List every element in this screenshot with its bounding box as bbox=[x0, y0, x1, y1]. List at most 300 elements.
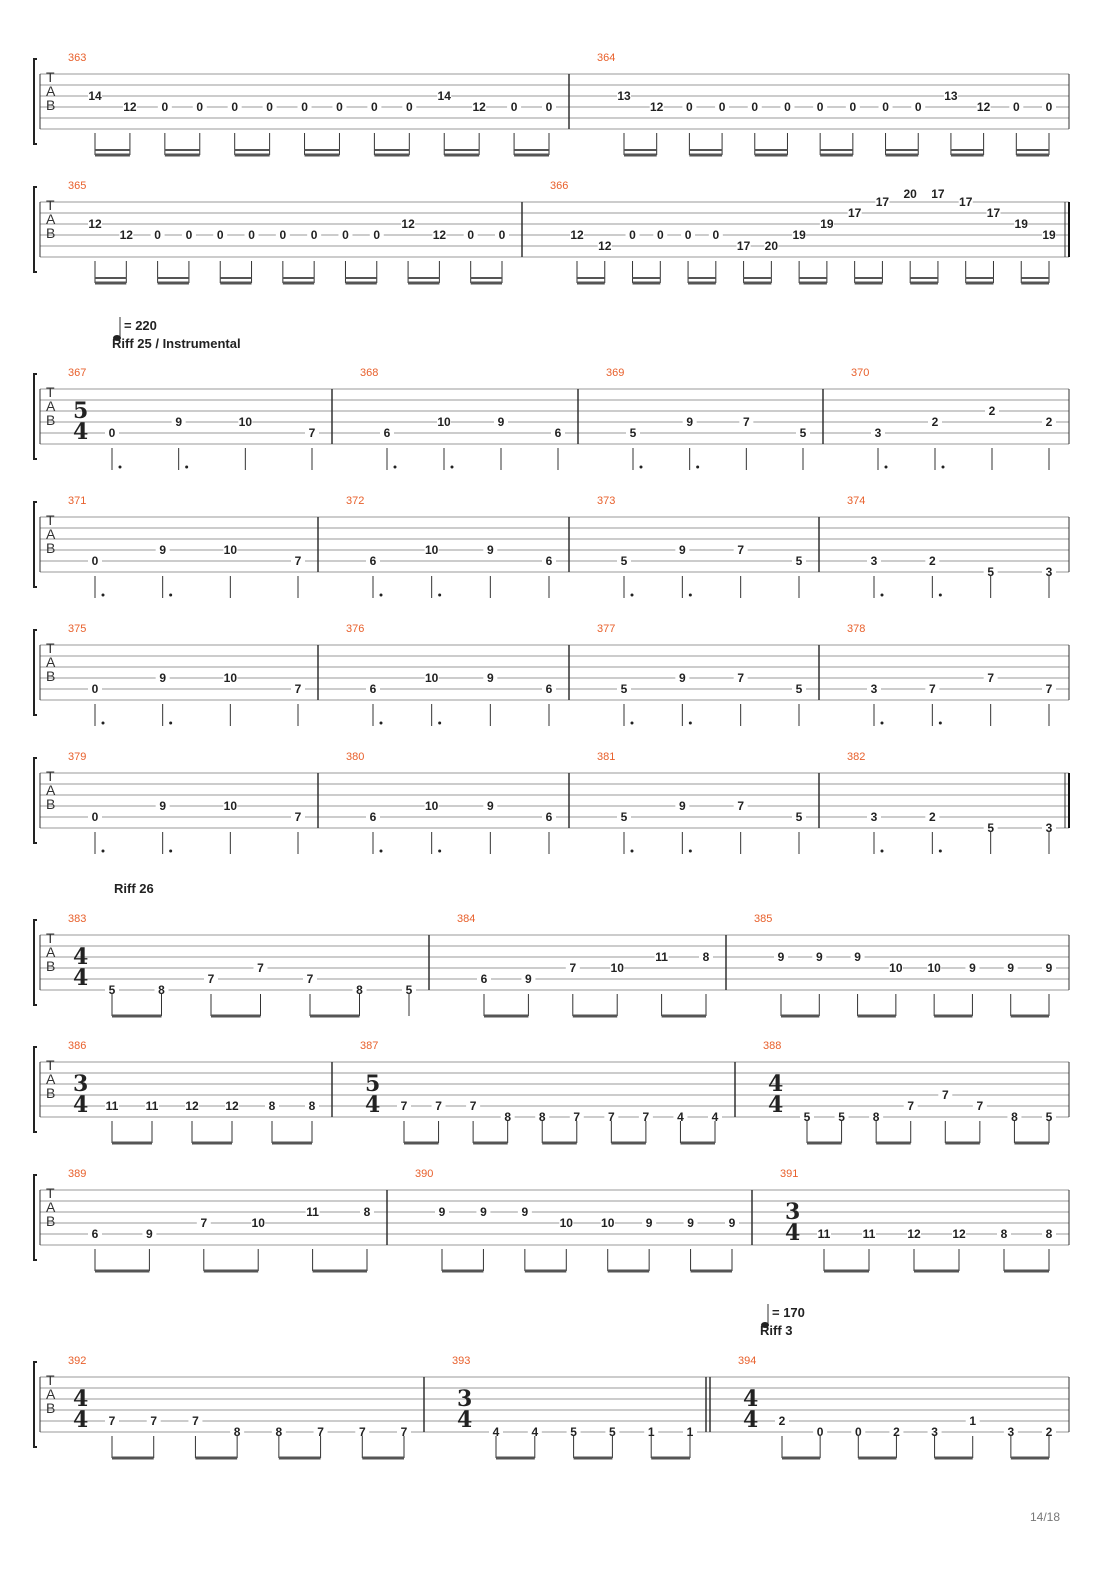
fret-number: 9 bbox=[521, 1205, 529, 1219]
measure-number: 367 bbox=[68, 367, 87, 379]
fret-number: 4 bbox=[531, 1425, 539, 1439]
fret-number: 7 bbox=[200, 1216, 208, 1230]
time-signature-bottom: 4 bbox=[73, 965, 89, 991]
fret-number: 5 bbox=[405, 983, 413, 997]
measure-number: 392 bbox=[68, 1355, 87, 1367]
fret-number: 7 bbox=[308, 426, 316, 440]
fret-number: 12 bbox=[570, 228, 584, 242]
tab-clef-letter: T bbox=[46, 512, 55, 528]
measure-number: 377 bbox=[597, 623, 616, 635]
tab-clef-letter: B bbox=[46, 958, 56, 974]
fret-number: 12 bbox=[976, 100, 991, 114]
fret-number: 11 bbox=[306, 1205, 319, 1219]
dot bbox=[169, 594, 172, 597]
tab-clef-letter: A bbox=[46, 398, 56, 414]
tab-clef-letter: B bbox=[46, 1400, 56, 1416]
fret-number: 7 bbox=[150, 1414, 158, 1428]
fret-number: 3 bbox=[1007, 1425, 1015, 1439]
dot bbox=[689, 722, 692, 725]
fret-number: 5 bbox=[987, 821, 995, 835]
fret-number: 9 bbox=[1007, 961, 1015, 975]
tab-clef-letter: B bbox=[46, 668, 56, 684]
section-label: Riff 25 / Instrumental bbox=[112, 336, 241, 351]
time-signature-top: 5 bbox=[73, 398, 89, 424]
fret-number: 5 bbox=[838, 1110, 845, 1124]
dot bbox=[631, 594, 634, 597]
fret-number: 10 bbox=[610, 961, 624, 975]
fret-number: 5 bbox=[795, 554, 803, 568]
fret-number: 0 bbox=[686, 100, 693, 114]
tempo-value: = 220 bbox=[124, 318, 157, 333]
fret-number: 7 bbox=[737, 671, 745, 685]
measure-number: 387 bbox=[360, 1040, 379, 1052]
fret-number: 6 bbox=[480, 972, 488, 986]
time-signature-bottom: 4 bbox=[73, 419, 89, 445]
fret-number: 8 bbox=[363, 1205, 371, 1219]
time-signature-bottom: 4 bbox=[743, 1407, 759, 1433]
tab-clef-letter: T bbox=[46, 1372, 55, 1388]
measure-number: 380 bbox=[346, 751, 365, 763]
fret-number: 7 bbox=[573, 1110, 581, 1124]
system-bracket bbox=[34, 374, 37, 459]
fret-number: 6 bbox=[383, 426, 391, 440]
fret-number: 9 bbox=[175, 415, 183, 429]
fret-number: 6 bbox=[545, 810, 553, 824]
fret-number: 17 bbox=[875, 195, 890, 209]
dot bbox=[881, 594, 884, 597]
dot bbox=[942, 466, 945, 469]
fret-number: 9 bbox=[728, 1216, 736, 1230]
fret-number: 5 bbox=[795, 810, 803, 824]
fret-number: 0 bbox=[371, 100, 378, 114]
fret-number: 8 bbox=[702, 950, 710, 964]
measure-number: 368 bbox=[360, 367, 379, 379]
fret-number: 10 bbox=[601, 1216, 615, 1230]
system-bracket bbox=[34, 187, 37, 272]
measure-number: 370 bbox=[851, 367, 870, 379]
tab-clef-letter: T bbox=[46, 1185, 55, 1201]
fret-number: 10 bbox=[238, 415, 253, 429]
fret-number: 7 bbox=[569, 961, 577, 975]
fret-number: 7 bbox=[207, 972, 215, 986]
fret-number: 10 bbox=[424, 799, 439, 813]
fret-number: 7 bbox=[642, 1110, 650, 1124]
fret-number: 7 bbox=[737, 799, 745, 813]
fret-number: 13 bbox=[944, 89, 958, 103]
dot bbox=[380, 594, 383, 597]
fret-number: 5 bbox=[108, 983, 116, 997]
fret-number: 17 bbox=[959, 195, 973, 209]
time-signature-top: 4 bbox=[768, 1071, 784, 1097]
measure-number: 372 bbox=[346, 495, 365, 507]
measure-number: 369 bbox=[606, 367, 625, 379]
fret-number: 9 bbox=[480, 1205, 487, 1219]
fret-number: 0 bbox=[467, 228, 475, 242]
fret-number: 7 bbox=[192, 1414, 199, 1428]
fret-number: 2 bbox=[1045, 415, 1053, 429]
dot bbox=[380, 722, 383, 725]
fret-number: 9 bbox=[146, 1227, 153, 1241]
fret-number: 9 bbox=[815, 950, 823, 964]
fret-number: 13 bbox=[617, 89, 631, 103]
fret-number: 12 bbox=[907, 1227, 921, 1241]
fret-number: 11 bbox=[105, 1099, 119, 1113]
fret-number: 8 bbox=[268, 1099, 276, 1113]
fret-number: 0 bbox=[196, 100, 204, 114]
fret-number: 5 bbox=[803, 1110, 811, 1124]
measure-number: 390 bbox=[415, 1168, 434, 1180]
fret-number: 7 bbox=[1045, 682, 1053, 696]
time-signature-bottom: 4 bbox=[785, 1220, 801, 1246]
fret-number: 2 bbox=[893, 1425, 900, 1439]
time-signature-top: 3 bbox=[785, 1199, 801, 1225]
fret-number: 7 bbox=[907, 1099, 915, 1113]
section-label: Riff 3 bbox=[760, 1323, 793, 1338]
fret-number: 0 bbox=[854, 1425, 862, 1439]
fret-number: 5 bbox=[620, 682, 628, 696]
fret-number: 5 bbox=[609, 1425, 616, 1439]
fret-number: 6 bbox=[545, 554, 553, 568]
dot bbox=[394, 466, 397, 469]
dot bbox=[689, 594, 692, 597]
tab-clef-letter: A bbox=[46, 782, 56, 798]
tab-clef-letter: A bbox=[46, 654, 56, 670]
fret-number: 7 bbox=[257, 961, 264, 975]
tab-clef-letter: B bbox=[46, 796, 56, 812]
fret-number: 3 bbox=[1045, 821, 1053, 835]
dot bbox=[185, 466, 188, 469]
measure-number: 375 bbox=[68, 623, 87, 635]
fret-number: 19 bbox=[1042, 228, 1056, 242]
time-signature-bottom: 4 bbox=[365, 1092, 381, 1118]
time-signature-bottom: 4 bbox=[73, 1407, 89, 1433]
dot bbox=[438, 850, 441, 853]
time-signature-top: 4 bbox=[743, 1386, 759, 1412]
fret-number: 4 bbox=[492, 1425, 500, 1439]
fret-number: 3 bbox=[931, 1425, 938, 1439]
fret-number: 9 bbox=[486, 671, 494, 685]
fret-number: 7 bbox=[987, 671, 995, 685]
fret-number: 9 bbox=[159, 543, 167, 557]
fret-number: 10 bbox=[889, 961, 903, 975]
fret-number: 9 bbox=[686, 415, 694, 429]
fret-number: 0 bbox=[914, 100, 922, 114]
fret-number: 0 bbox=[310, 228, 318, 242]
fret-number: 9 bbox=[969, 961, 976, 975]
fret-number: 0 bbox=[91, 554, 99, 568]
fret-number: 9 bbox=[159, 799, 167, 813]
dot bbox=[102, 594, 105, 597]
fret-number: 4 bbox=[711, 1110, 719, 1124]
fret-number: 7 bbox=[294, 810, 302, 824]
tab-clef-letter: T bbox=[46, 768, 55, 784]
fret-number: 0 bbox=[1045, 100, 1053, 114]
fret-number: 9 bbox=[486, 543, 494, 557]
fret-number: 0 bbox=[510, 100, 518, 114]
fret-number: 9 bbox=[777, 950, 785, 964]
dot bbox=[881, 850, 884, 853]
fret-number: 1 bbox=[686, 1425, 694, 1439]
fret-number: 7 bbox=[294, 682, 302, 696]
fret-number: 7 bbox=[306, 972, 314, 986]
fret-number: 0 bbox=[784, 100, 791, 114]
system-bracket bbox=[34, 758, 37, 843]
fret-number: 0 bbox=[185, 228, 193, 242]
fret-number: 0 bbox=[161, 100, 169, 114]
fret-number: 10 bbox=[223, 799, 238, 813]
fret-number: 5 bbox=[795, 682, 803, 696]
measure-number: 394 bbox=[738, 1355, 757, 1367]
tab-clef-letter: A bbox=[46, 1386, 56, 1402]
fret-number: 8 bbox=[158, 983, 165, 997]
fret-number: 3 bbox=[870, 554, 878, 568]
fret-number: 10 bbox=[559, 1216, 573, 1230]
fret-number: 0 bbox=[498, 228, 506, 242]
tab-clef-letter: T bbox=[46, 197, 55, 213]
dot bbox=[885, 466, 888, 469]
tab-clef-letter: A bbox=[46, 1071, 56, 1087]
fret-number: 1 bbox=[969, 1414, 977, 1428]
fret-number: 9 bbox=[687, 1216, 694, 1230]
fret-number: 8 bbox=[1045, 1227, 1053, 1241]
measure-number: 383 bbox=[68, 913, 87, 925]
fret-number: 9 bbox=[854, 950, 861, 964]
fret-number: 7 bbox=[607, 1110, 615, 1124]
fret-number: 5 bbox=[620, 554, 628, 568]
dot bbox=[939, 722, 942, 725]
fret-number: 0 bbox=[301, 100, 308, 114]
time-signature-top: 3 bbox=[73, 1071, 89, 1097]
fret-number: 12 bbox=[598, 239, 612, 253]
tempo-value: = 170 bbox=[772, 1305, 805, 1320]
dot bbox=[631, 722, 634, 725]
fret-number: 12 bbox=[401, 217, 415, 231]
fret-number: 2 bbox=[1045, 1425, 1053, 1439]
fret-number: 8 bbox=[872, 1110, 880, 1124]
measure-number: 382 bbox=[847, 751, 866, 763]
fret-number: 9 bbox=[497, 415, 505, 429]
fret-number: 11 bbox=[655, 950, 668, 964]
fret-number: 8 bbox=[233, 1425, 241, 1439]
fret-number: 9 bbox=[1045, 961, 1053, 975]
fret-number: 9 bbox=[525, 972, 532, 986]
fret-number: 7 bbox=[737, 543, 745, 557]
fret-number: 0 bbox=[712, 228, 720, 242]
fret-number: 10 bbox=[223, 543, 238, 557]
tab-clef-letter: B bbox=[46, 1085, 56, 1101]
fret-number: 17 bbox=[986, 206, 1001, 220]
fret-number: 19 bbox=[1014, 217, 1028, 231]
fret-number: 7 bbox=[941, 1088, 949, 1102]
time-signature-top: 3 bbox=[457, 1386, 473, 1412]
tab-clef-letter: B bbox=[46, 1213, 56, 1229]
fret-number: 10 bbox=[223, 671, 238, 685]
tab-clef-letter: A bbox=[46, 83, 56, 99]
dot bbox=[640, 466, 643, 469]
measure-number: 364 bbox=[597, 52, 616, 64]
fret-number: 7 bbox=[928, 682, 936, 696]
fret-number: 12 bbox=[952, 1227, 966, 1241]
fret-number: 0 bbox=[545, 100, 553, 114]
fret-number: 0 bbox=[231, 100, 239, 114]
fret-number: 0 bbox=[216, 228, 224, 242]
fret-number: 0 bbox=[373, 228, 381, 242]
fret-number: 3 bbox=[870, 682, 878, 696]
fret-number: 8 bbox=[504, 1110, 512, 1124]
dot bbox=[696, 466, 699, 469]
fret-number: 0 bbox=[342, 228, 349, 242]
fret-number: 7 bbox=[400, 1425, 408, 1439]
fret-number: 12 bbox=[432, 228, 447, 242]
fret-number: 7 bbox=[469, 1099, 477, 1113]
dot bbox=[881, 722, 884, 725]
fret-number: 0 bbox=[849, 100, 857, 114]
tab-clef-letter: T bbox=[46, 384, 55, 400]
tab-clef-letter: A bbox=[46, 944, 56, 960]
dot bbox=[119, 466, 122, 469]
measure-number: 385 bbox=[754, 913, 773, 925]
section-label: Riff 26 bbox=[114, 881, 154, 896]
fret-number: 0 bbox=[629, 228, 636, 242]
tab-clef-letter: A bbox=[46, 1199, 56, 1215]
fret-number: 12 bbox=[650, 100, 664, 114]
fret-number: 9 bbox=[678, 543, 686, 557]
fret-number: 6 bbox=[554, 426, 562, 440]
fret-number: 5 bbox=[987, 565, 995, 579]
fret-number: 11 bbox=[817, 1227, 831, 1241]
fret-number: 9 bbox=[486, 799, 494, 813]
fret-number: 11 bbox=[862, 1227, 876, 1241]
fret-number: 0 bbox=[405, 100, 413, 114]
measure-number: 371 bbox=[68, 495, 87, 507]
fret-number: 6 bbox=[369, 554, 377, 568]
system-bracket bbox=[34, 502, 37, 587]
fret-number: 8 bbox=[308, 1099, 316, 1113]
fret-number: 3 bbox=[870, 810, 878, 824]
fret-number: 14 bbox=[88, 89, 102, 103]
tab-clef-letter: B bbox=[46, 225, 56, 241]
measure-number: 376 bbox=[346, 623, 365, 635]
measure-number: 373 bbox=[597, 495, 616, 507]
fret-number: 1 bbox=[647, 1425, 655, 1439]
fret-number: 0 bbox=[751, 100, 759, 114]
fret-number: 7 bbox=[976, 1099, 984, 1113]
measure-number: 386 bbox=[68, 1040, 87, 1052]
tab-clef-letter: T bbox=[46, 1057, 55, 1073]
fret-number: 7 bbox=[742, 415, 750, 429]
fret-number: 0 bbox=[684, 228, 692, 242]
fret-number: 12 bbox=[88, 217, 102, 231]
fret-number: 8 bbox=[356, 983, 363, 997]
fret-number: 6 bbox=[369, 682, 377, 696]
fret-number: 2 bbox=[988, 404, 996, 418]
fret-number: 8 bbox=[275, 1425, 283, 1439]
fret-number: 19 bbox=[792, 228, 806, 242]
system-bracket bbox=[34, 1047, 37, 1132]
fret-number: 17 bbox=[736, 239, 751, 253]
fret-number: 2 bbox=[928, 554, 936, 568]
system-bracket bbox=[34, 1362, 37, 1447]
fret-number: 0 bbox=[154, 228, 161, 242]
fret-number: 2 bbox=[931, 415, 939, 429]
fret-number: 12 bbox=[119, 228, 133, 242]
fret-number: 17 bbox=[847, 206, 862, 220]
fret-number: 5 bbox=[1045, 1110, 1053, 1124]
fret-number: 0 bbox=[108, 426, 116, 440]
dot bbox=[939, 594, 942, 597]
fret-number: 0 bbox=[336, 100, 343, 114]
dot bbox=[169, 722, 172, 725]
fret-number: 10 bbox=[251, 1216, 265, 1230]
time-signature-top: 5 bbox=[365, 1071, 381, 1097]
fret-number: 9 bbox=[678, 799, 686, 813]
dot bbox=[689, 850, 692, 853]
fret-number: 14 bbox=[437, 89, 451, 103]
time-signature-bottom: 4 bbox=[768, 1092, 784, 1118]
fret-number: 7 bbox=[358, 1425, 366, 1439]
measure-number: 388 bbox=[763, 1040, 782, 1052]
dot bbox=[380, 850, 383, 853]
dot bbox=[169, 850, 172, 853]
fret-number: 8 bbox=[538, 1110, 546, 1124]
fret-number: 3 bbox=[874, 426, 882, 440]
fret-number: 12 bbox=[225, 1099, 239, 1113]
fret-number: 6 bbox=[545, 682, 553, 696]
time-signature-top: 4 bbox=[73, 944, 89, 970]
system-bracket bbox=[34, 59, 37, 144]
fret-number: 0 bbox=[91, 810, 99, 824]
tab-clef-letter: A bbox=[46, 526, 56, 542]
fret-number: 20 bbox=[903, 187, 917, 201]
fret-number: 0 bbox=[91, 682, 99, 696]
fret-number: 0 bbox=[816, 1425, 824, 1439]
fret-number: 12 bbox=[185, 1099, 199, 1113]
measure-number: 363 bbox=[68, 52, 87, 64]
fret-number: 20 bbox=[764, 239, 779, 253]
dot bbox=[438, 594, 441, 597]
tab-clef-letter: A bbox=[46, 211, 56, 227]
measure-number: 365 bbox=[68, 180, 87, 192]
fret-number: 7 bbox=[317, 1425, 324, 1439]
fret-number: 7 bbox=[294, 554, 302, 568]
fret-number: 8 bbox=[1011, 1110, 1018, 1124]
fret-number: 0 bbox=[816, 100, 824, 114]
fret-number: 6 bbox=[91, 1227, 99, 1241]
fret-number: 5 bbox=[629, 426, 637, 440]
fret-number: 7 bbox=[435, 1099, 442, 1113]
measure-number: 366 bbox=[550, 180, 569, 192]
fret-number: 7 bbox=[400, 1099, 408, 1113]
dot bbox=[631, 850, 634, 853]
dot bbox=[939, 850, 942, 853]
time-signature-top: 4 bbox=[73, 1386, 89, 1412]
dot bbox=[102, 850, 105, 853]
fret-number: 3 bbox=[1045, 565, 1053, 579]
fret-number: 0 bbox=[882, 100, 889, 114]
fret-number: 4 bbox=[677, 1110, 684, 1124]
fret-number: 12 bbox=[123, 100, 137, 114]
fret-number: 7 bbox=[108, 1414, 116, 1428]
measure-number: 384 bbox=[457, 913, 476, 925]
fret-number: 5 bbox=[570, 1425, 577, 1439]
fret-number: 10 bbox=[424, 671, 439, 685]
time-signature-bottom: 4 bbox=[457, 1407, 473, 1433]
system-bracket bbox=[34, 920, 37, 1005]
fret-number: 19 bbox=[820, 217, 834, 231]
fret-number: 9 bbox=[438, 1205, 446, 1219]
tab-clef-letter: T bbox=[46, 69, 55, 85]
system-bracket bbox=[34, 1175, 37, 1260]
